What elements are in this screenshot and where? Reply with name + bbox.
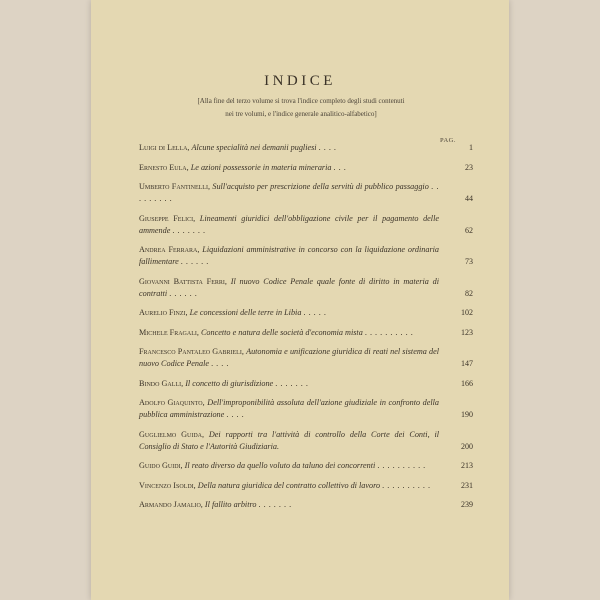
index-entry	[139, 244, 473, 268]
entry-page-number: 147	[461, 359, 473, 368]
entry-author: Francesco Pantaleo Gabrieli,	[139, 347, 244, 356]
entry-page-number: 1	[469, 143, 473, 152]
entry-page-number: 73	[465, 257, 473, 266]
entry-author: Vincenzo Isoldi,	[139, 480, 196, 490]
entry-leader-dots: . . . . . . . . . .	[382, 480, 431, 490]
entry-title: Della natura giuridica del contratto collettivo di lavoro	[197, 480, 381, 490]
entry-text	[139, 213, 473, 237]
entry-author: Michele Fragali,	[139, 327, 199, 337]
entry-page-number: 200	[461, 441, 473, 451]
note-line: nei tre volumi, e l'indice generale analitico-alfabetico]	[225, 110, 377, 118]
entry-leader-dots: . . . . . . .	[258, 500, 292, 509]
entry-leader-dots: . . . .	[211, 359, 229, 368]
index-entry	[139, 499, 473, 511]
entry-leader-dots: . . . . . . . . . .	[364, 327, 414, 337]
entry-page-number: 213	[461, 461, 473, 470]
entry-page-number: 166	[461, 378, 473, 388]
index-entry	[139, 460, 473, 472]
entry-title: Alcune specialità nei demanii pugliesi	[191, 143, 317, 152]
entry-author: Ernesto Eula,	[139, 162, 189, 172]
index-note	[131, 95, 471, 121]
entry-page-number: 82	[465, 288, 473, 298]
entry-title: Il reato diverso da quello voluto da taluno dei concorrenti	[184, 461, 376, 470]
index-entry	[139, 346, 473, 370]
entry-page-number: 123	[461, 327, 473, 337]
entry-title: Il nuovo Codice Penale quale fonte di diritto in materia di contratti	[139, 276, 440, 298]
entry-text	[139, 276, 473, 300]
index-entry	[139, 327, 473, 339]
entry-page-number: 23	[465, 162, 473, 172]
index-entry	[139, 429, 473, 453]
entry-text	[139, 397, 473, 421]
entry-leader-dots: . . . . . . .	[172, 225, 206, 235]
entry-page-number: 44	[465, 194, 473, 203]
entry-author: Armando Jamalio,	[139, 500, 203, 509]
entry-page-number: 190	[461, 410, 473, 419]
book-page	[91, 0, 509, 600]
entry-title: Il fallito arbitro	[204, 500, 257, 509]
entry-leader-dots: . . . .	[226, 410, 245, 419]
entry-text	[139, 460, 473, 472]
entry-text	[139, 307, 473, 319]
entry-author: Bindo Galli,	[139, 378, 184, 388]
page-column-header: PAG.	[439, 137, 456, 144]
entry-title: Sull'acquisto per prescrizione della servitù di pubblico passaggio	[212, 182, 429, 191]
entry-title: Liquidazioni amministrative in concorso con la liquidazione ordinaria fallimentare	[139, 245, 439, 266]
entry-page-number: 231	[461, 480, 473, 490]
entry-leader-dots: . . . . . .	[180, 257, 209, 266]
entry-text	[139, 162, 473, 174]
index-entry	[139, 181, 473, 205]
entry-author: Luigi di Lella,	[139, 143, 190, 152]
entry-author: Giuseppe Felici,	[139, 213, 196, 223]
entry-leader-dots: . . . . . . . . .	[139, 182, 440, 203]
page-title: INDICE	[264, 73, 336, 89]
entry-text	[139, 378, 473, 390]
entry-text	[139, 429, 473, 453]
entry-text	[139, 327, 473, 339]
entry-leader-dots: . . . . .	[303, 308, 327, 317]
index-entry	[139, 276, 473, 300]
entry-leader-dots: . . . . . . .	[275, 378, 309, 388]
index-entry	[139, 480, 473, 492]
entry-page-number: 239	[461, 500, 473, 509]
entry-leader-dots: . . .	[333, 162, 347, 172]
entry-title: Autonomia e unificazione giuridica di reati nel sistema del nuovo Codice Penale	[139, 347, 440, 368]
entry-author: Guido Guidi,	[139, 461, 183, 470]
entry-author: Guglielmo Guida,	[139, 429, 205, 439]
index-entry	[139, 397, 473, 421]
entry-title: Concetto e natura delle società d'economia mista	[200, 327, 363, 337]
entry-title: Lineamenti giuridici dell'obbligazione civile per il pagamento delle ammende	[139, 213, 439, 235]
entry-text	[139, 244, 473, 268]
entry-text	[139, 346, 473, 370]
entry-author: Giovanni Battista Ferri,	[139, 276, 227, 286]
entry-text	[139, 142, 473, 154]
entry-text	[139, 499, 473, 511]
entry-title: Le azioni possessorie in materia mineraria	[190, 162, 332, 172]
entry-title: Il concetto di giurisdizione	[185, 378, 274, 388]
entry-page-number: 102	[461, 308, 473, 317]
note-line: [Alla fine del terzo volume si trova l'indice completo degli studi contenuti	[197, 97, 405, 105]
index-entry	[139, 162, 473, 174]
entry-author: Umberto Fantinelli,	[139, 182, 211, 191]
entry-page-number: 62	[465, 225, 473, 235]
index-entry	[139, 307, 473, 319]
entry-author: Aurelio Finzi,	[139, 308, 188, 317]
entry-text	[139, 181, 473, 205]
entry-leader-dots: . . . .	[318, 143, 337, 152]
index-entry	[139, 213, 473, 237]
entry-leader-dots: . . . . . . . . . .	[377, 461, 426, 470]
entry-leader-dots: . . . . . .	[169, 288, 198, 298]
index-entry	[139, 378, 473, 390]
entry-title: Dei rapporti tra l'attività di controllo della Corte dei Conti, il Consiglio di Stato e l'Autorità Giudiziaria.	[139, 429, 440, 451]
index-entry	[139, 142, 473, 154]
entry-title: Dell'improponibilità assoluta dell'azione giudiziale in confronto della pubblica amministrazione	[139, 398, 440, 419]
entry-title: Le concessioni delle terre in Libia	[189, 308, 302, 317]
entry-text	[139, 480, 473, 492]
entry-author: Adolfo Giaquinto,	[139, 398, 205, 407]
index-entries	[139, 142, 473, 519]
entry-author: Andrea Ferrara,	[139, 245, 200, 254]
